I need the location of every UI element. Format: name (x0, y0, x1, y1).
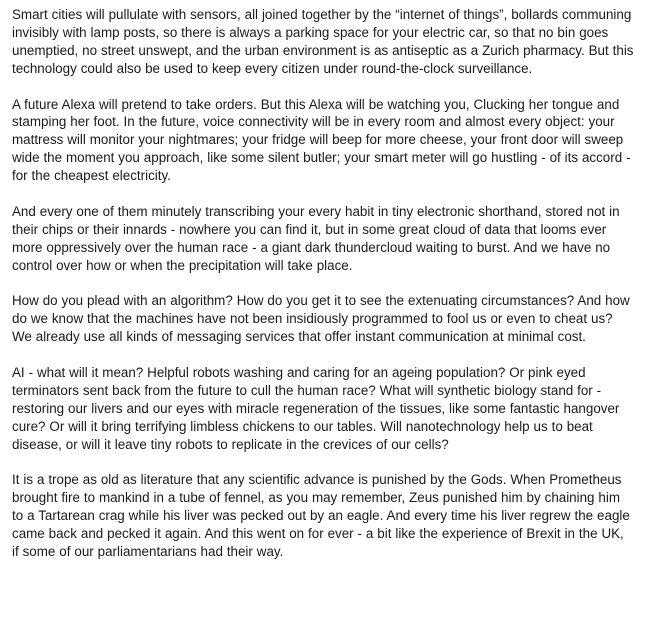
paragraph-algorithm: How do you plead with an algorithm? How do you get it to see the extenuating circumstances? And how do we know that the machines have not been insidiously programmed to fool us or even to cheat us? We already use all kinds of messaging services that offer instant communication at minimal cost. (12, 293, 630, 345)
paragraph-transcribing: And every one of them minutely transcribing your every habit in tiny electronic shorthand, stored not in their chips or their innards - nowhere you can find it, but in some great cloud of data that looms ever more oppressively over the human race - a giant dark thundercloud waiting to burst. And we have no control over how or when the precipitation will take place. (12, 203, 620, 273)
paragraph-alexa: A future Alexa will pretend to take orders. But this Alexa will be watching you, Clucking her tongue and stamping her foot. In the future, voice connectivity will be in every room and almost every object: your mattress will monitor your nightmares; your fridge will beep for more cheese, your front door will sweep wide the moment you approach, like some silent butler; your smart meter will go hustling - of its accord - for the cheapest electricity. (12, 96, 631, 184)
paragraph-smart-cities: Smart cities will pullulate with sensors, all joined together by the “internet of things”, bollards communing invisibly with lamp posts, so there is always a parking space for your electric car, so that no bin goes unemptied, no street unswept, and the urban environment is as antiseptic as a Zurich pharmacy. But this technology could also be used to keep every citizen under round-the-clock surveillance. (12, 7, 634, 76)
paragraph-ai: AI - what will it mean? Helpful robots washing and caring for an ageing population? Or pink eyed terminators sent back from the future to cull the human race? What will synthetic biology stand for - restoring our livers and our eyes with miracle regeneration of the tissues, like some fantastic hangover cure? Or will it bring terrifying limbless chickens to our tables. Will nanotechnology help us to beat disease, or will it leave tiny robots to replicate in the crevices of our cells? (12, 365, 620, 452)
paragraph-prometheus: It is a trope as old as literature that any scientific advance is punished by the Gods. When Prometheus brought fire to mankind in a tube of fennel, as you may remember, Zeus punished him by chaining him to a Tartarean crag while his liver was pecked out by an eagle. And every time his liver regrew the eagle came back and pecked it again. And this went on for ever - a bit like the experience of Brexit in the UK, if some of our parliamentarians had their way. (12, 472, 630, 560)
